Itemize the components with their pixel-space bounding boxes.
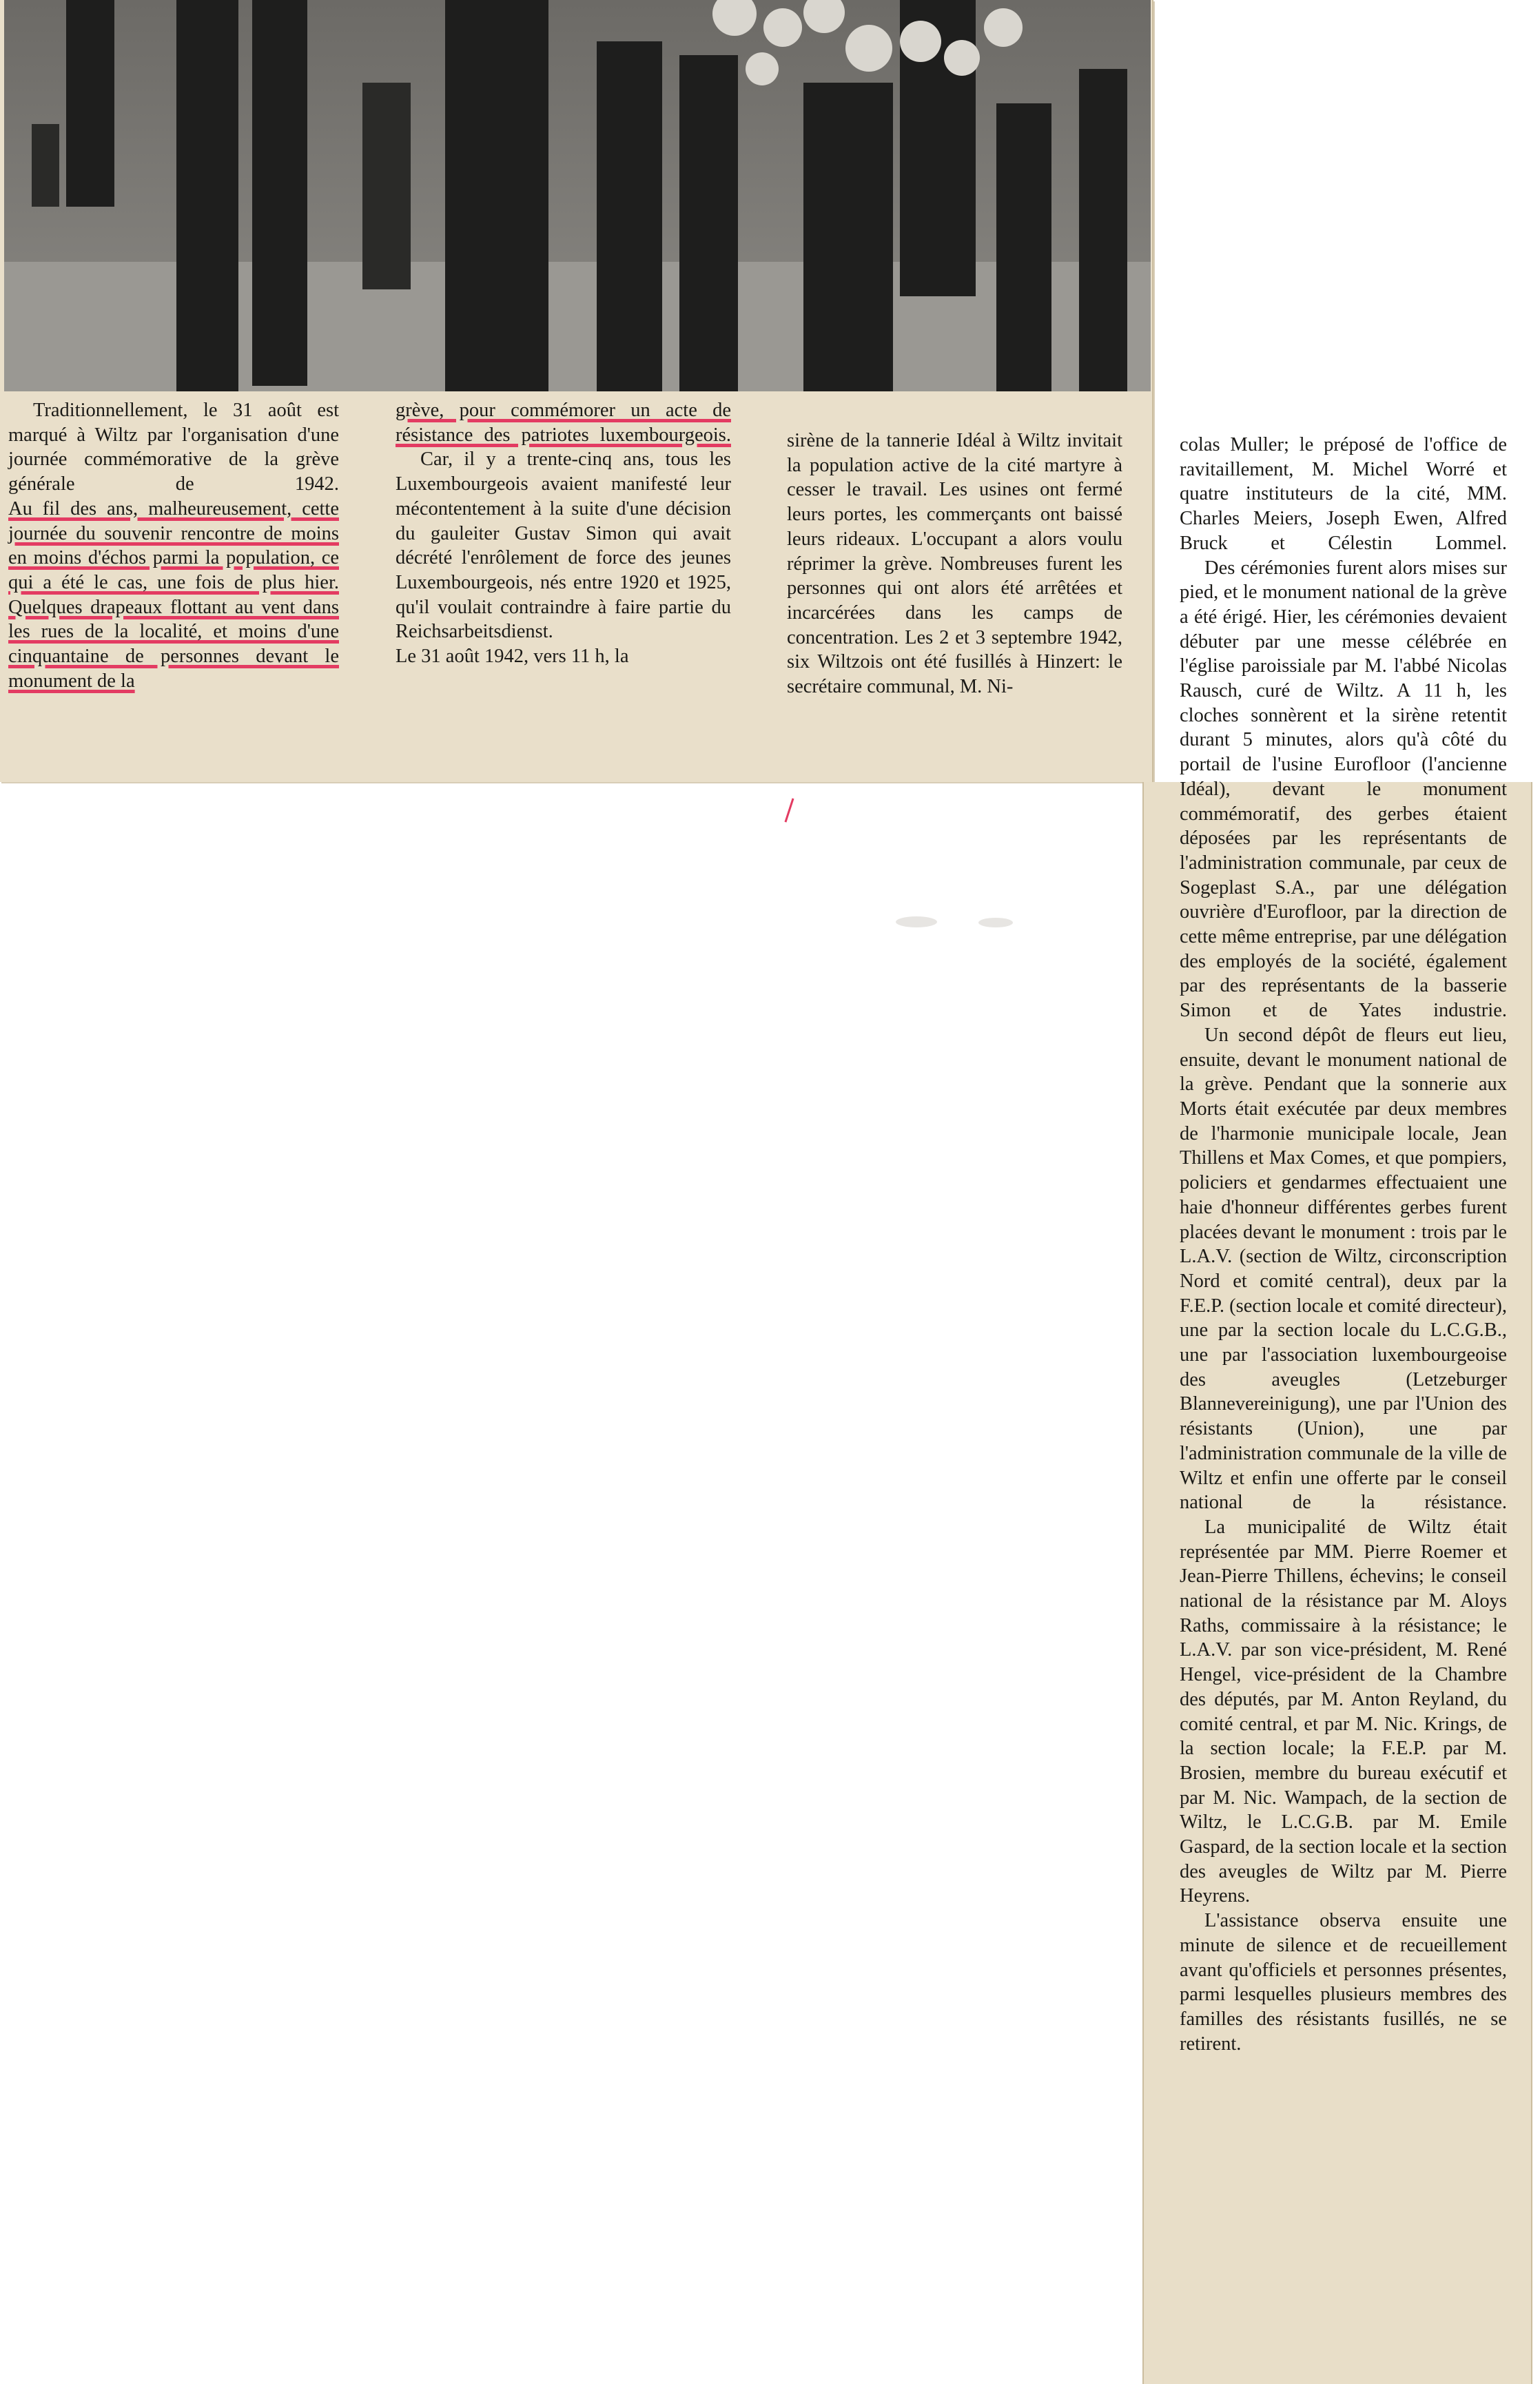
article-column-2 xyxy=(396,398,731,669)
highlighted-paragraph xyxy=(8,497,339,694)
paragraph: L'assistance observa ensuite une minute de silence et de recueillement avant qu'officiels et personnes présentes, parmi lesquelles plusieurs membres des familles des résistants fusillés, ne se retirent. xyxy=(1180,1910,1507,2055)
ceremony-photo xyxy=(4,0,1151,391)
paragraph: Le 31 août 1942, vers 11 h, la xyxy=(396,646,629,668)
article-column-1 xyxy=(8,398,339,693)
photo-scene xyxy=(4,0,1151,391)
pen-underlined-text: grève, pour commémorer un acte de résistance des patriotes luxembourgeois. xyxy=(396,400,731,446)
paragraph: La municipalité de Wiltz était représentée par MM. Pierre Roemer et Jean-Pierre Thillens, échevins; le conseil national de la résistance par M. Aloys Raths, commissaire à la résistance; le L.A.V. par son vice-président, M. René Hengel, vice-président de la Chambre des députés, par M. Anton Reyland, du comité central, et par M. Nic. Krings, de la section locale; la F.E.P. par M. Brosien, membre du bureau exécutif et par M. Nic. Wampach, de la section de Wiltz, le L.C.G.B. par M. Emile Gaspard, de la section locale et la section des aveugles de Wiltz par M. Pierre Heyrens. xyxy=(1180,1516,1507,1907)
pen-underlined-text: Au fil des ans, malheureusement, cette journée du souvenir rencontre de moins en moins d'échos parmi la population, ce qui a été le cas, une fois de plus hier. Quelques drapeaux flottant au vent dans les rues de la localité, et moins d'une cinquantaine de personnes devant le monument de la xyxy=(8,497,339,692)
highlighted-paragraph xyxy=(396,398,731,447)
paragraph: Des cérémonies furent alors mises sur pied, et le monument national de la grève a été érigé. Hier, les cérémonies devaient débuter par une messe célébrée en l'église paroissiale par M. l'abbé Nicolas Rausch, curé de Wiltz. A 11 h, les cloches sonnèrent et la sirène retentit durant 5 minutes, alors qu'à côté du portail de l'usine Eurofloor (l'ancienne Idéal), devant le monument commémoratif, des gerbes étaient déposées par les représentants de l'administration communale, par ceux de Sogeplast S.A., par une délégation ouvrière d'Eurofloor, par la direction de cette même entreprise, par une délégation des employés de la société, également par des représentants de la basserie Simon et de Yates industrie. xyxy=(1180,557,1507,1022)
paragraph: sirène de la tannerie Idéal à Wiltz invitait la population active de la cité martyre à cesser le travail. Les usines ont fermé leurs portes, les commerçants ont baissé leurs rideaux. L'occupant a alors voulu réprimer la grève. Nombreuses furent les personnes qui ont alors été arrêtées et incarcérées dans les camps de concentration. Les 2 et 3 septembre 1942, six Wiltzois ont été fusillés à Hinzert: le secrétaire communal, M. Ni- xyxy=(787,430,1122,698)
paper-smudge xyxy=(896,916,937,927)
paper-smudge xyxy=(978,918,1013,927)
newspaper-clipping xyxy=(0,0,1153,782)
paragraph: Car, il y a trente-cinq ans, tous les Luxembourgeois avaient manifesté leur mécontentement à la suite d'une décision du gauleiter Gustav Simon qui avait décrété l'enrôlement de force des jeunes Luxembourgeois, nés entre 1920 et 1925, qu'il voulait contraindre à faire partie du Reichsarbeitsdienst. xyxy=(396,449,731,643)
article-column-3 xyxy=(787,429,1122,699)
paragraph: colas Muller; le préposé de l'office de ravitaillement, M. Michel Worré et quatre instituteurs de la cité, MM. Charles Meiers, Joseph Ewen, Alfred Bruck et Célestin Lommel. xyxy=(1180,434,1507,554)
paragraph: Traditionnellement, le 31 août est marqué à Wiltz par l'organisation d'une journée commémorative de la grève générale de 1942. xyxy=(8,400,339,495)
pen-mark xyxy=(785,798,794,822)
article-column-4 xyxy=(1180,433,1507,2056)
paragraph: Un second dépôt de fleurs eut lieu, ensuite, devant le monument national de la grève. Pendant que la sonnerie aux Morts était exécutée par deux membres de l'harmonie municipale locale, Jean Thillens et Max Comes, et que pompiers, policiers et gendarmes effectuaient une haie d'honneur différentes gerbes furent placées devant le monument : trois par le L.A.V. (section de Wiltz, circonscription Nord et comité central), deux par la F.E.P. (section locale et comité directeur), une par la section locale du L.C.G.B., une par l'association luxembourgeoise des aveugles (Letzeburger Blannevereinigung), une par l'Union des résistants (Union), une par l'administration communale de la ville de Wiltz et enfin une offerte par le conseil national de la résistance. xyxy=(1180,1024,1507,1514)
